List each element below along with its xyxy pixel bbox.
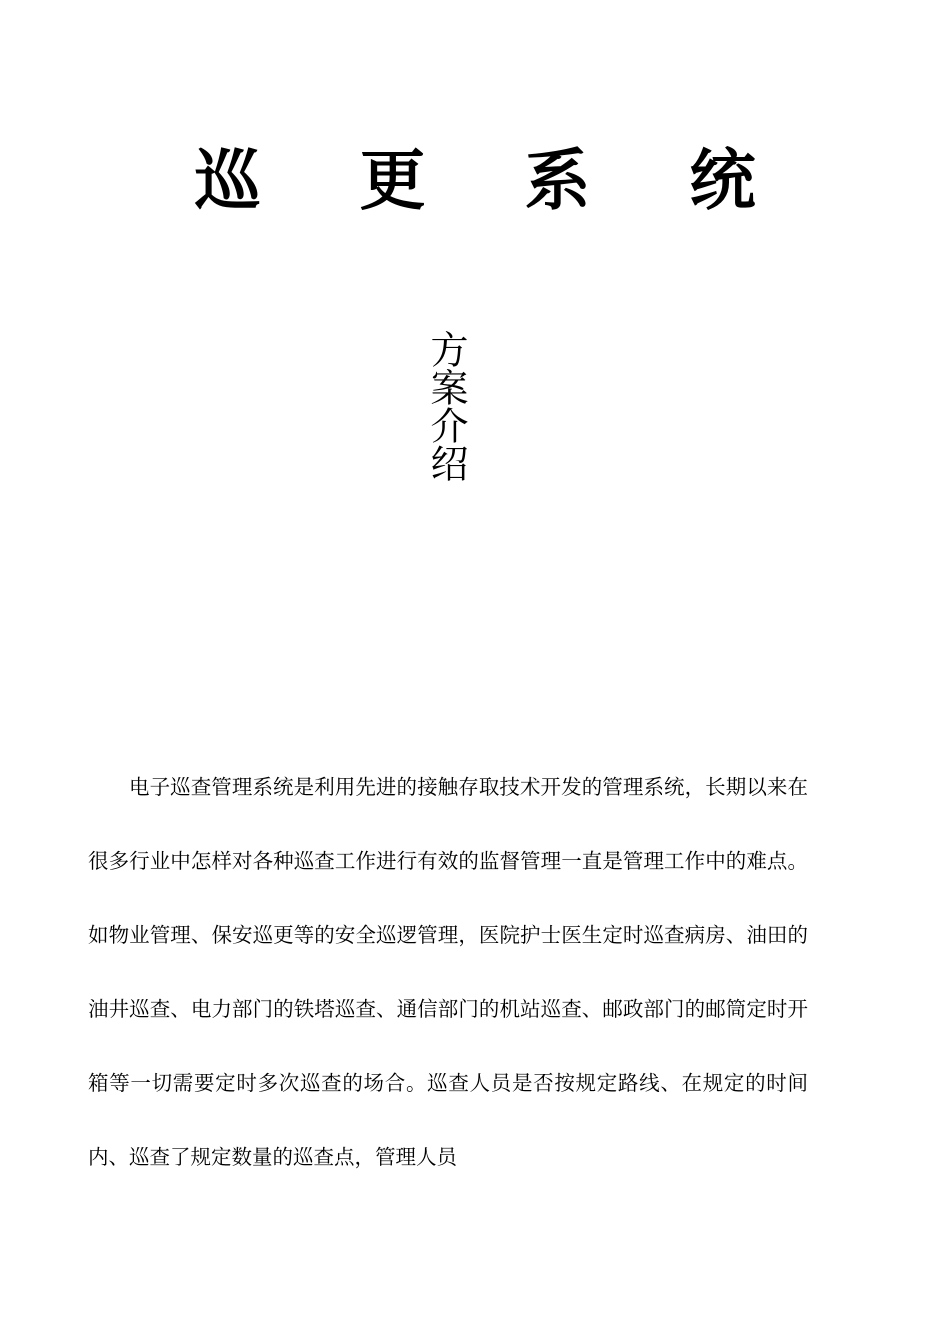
document-title: 巡 更 系 统 xyxy=(194,141,794,219)
body-paragraph: 电子巡查管理系统是利用先进的接触存取技术开发的管理系统，长期以来在很多行业中怎样对各种巡查工作进行有效的监督管理一直是管理工作中的难点。如物业管理、保安巡更等的安全巡逻管理，医院护士医生定时巡查病房、油田的油井巡查、电力部门的铁塔巡查、通信部门的机站巡查、邮政部门的邮筒定时开箱等一切需要定时多次巡查的场合。巡查人员是否按规定路线、在规定的时间内、巡查了规定数量的巡查点，管理人员 xyxy=(88,775,808,1169)
document-subtitle: 方案介绍 xyxy=(424,330,468,482)
